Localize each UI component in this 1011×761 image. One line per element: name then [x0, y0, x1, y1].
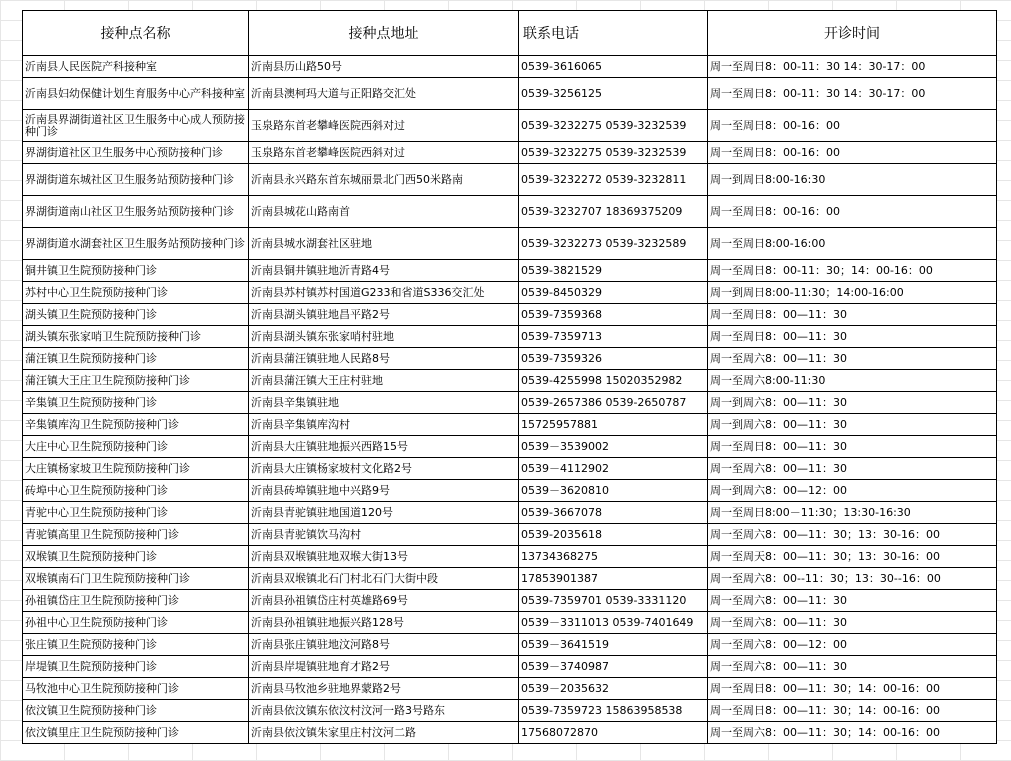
cell-phone[interactable]: 0539－3620810	[519, 480, 708, 502]
cell-hours[interactable]: 周一至周六8：00—12：00	[708, 634, 997, 656]
cell-site-name[interactable]: 界湖街道社区卫生服务中心预防接种门诊	[23, 142, 249, 164]
table-row	[23, 458, 997, 480]
cell-hours[interactable]: 周一到周日8:00-16:30	[708, 164, 997, 196]
table-row	[23, 612, 997, 634]
cell-hours[interactable]: 周一至周日8：00—11：30	[708, 304, 997, 326]
cell-hours[interactable]: 周一到周六8：00—12：00	[708, 480, 997, 502]
cell-address[interactable]: 沂南县孙祖镇岱庄村英雄路69号	[249, 590, 519, 612]
cell-address[interactable]: 沂南县铜井镇驻地沂青路4号	[249, 260, 519, 282]
cell-address[interactable]: 沂南县城花山路南首	[249, 196, 519, 228]
cell-address[interactable]: 玉泉路东首老攀峰医院西斜对过	[249, 110, 519, 142]
cell-site-name[interactable]: 沂南县人民医院产科接种室	[23, 56, 249, 78]
cell-site-name[interactable]: 双堠镇卫生院预防接种门诊	[23, 546, 249, 568]
cell-address[interactable]: 沂南县湖头镇驻地昌平路2号	[249, 304, 519, 326]
cell-phone[interactable]: 0539-3232273 0539-3232589	[519, 228, 708, 260]
cell-hours[interactable]: 周一至周日8：00-16：00	[708, 196, 997, 228]
vaccination-sites-table	[22, 10, 997, 744]
table-row	[23, 634, 997, 656]
cell-site-name[interactable]: 铜井镇卫生院预防接种门诊	[23, 260, 249, 282]
cell-phone[interactable]: 0539-2035618	[519, 524, 708, 546]
cell-address[interactable]: 沂南县砖埠镇驻地中兴路9号	[249, 480, 519, 502]
table-row	[23, 546, 997, 568]
cell-address[interactable]: 沂南县马牧池乡驻地界蒙路2号	[249, 678, 519, 700]
cell-phone[interactable]: 0539-7359326	[519, 348, 708, 370]
cell-phone[interactable]: 0539－3641519	[519, 634, 708, 656]
cell-phone[interactable]: 0539－3539002	[519, 436, 708, 458]
cell-phone[interactable]: 0539－4112902	[519, 458, 708, 480]
cell-address[interactable]: 沂南县大庄镇杨家坡村文化路2号	[249, 458, 519, 480]
cell-site-name[interactable]: 依汶镇卫生院预防接种门诊	[23, 700, 249, 722]
cell-address[interactable]: 沂南县历山路50号	[249, 56, 519, 78]
cell-address[interactable]: 沂南县大庄镇驻地振兴西路15号	[249, 436, 519, 458]
cell-hours[interactable]: 周一至周六8：00—11：30；14：00-16：00	[708, 722, 997, 744]
table-row	[23, 282, 997, 304]
cell-hours[interactable]: 周一至周六8：00—11：30；13：30-16：00	[708, 524, 997, 546]
cell-site-name[interactable]: 大庄镇杨家坡卫生院预防接种门诊	[23, 458, 249, 480]
table-row	[23, 656, 997, 678]
header-row	[23, 11, 997, 56]
cell-phone[interactable]: 0539-4255998 15020352982	[519, 370, 708, 392]
header-cell-phone[interactable]: 联系电话	[519, 11, 708, 56]
cell-site-name[interactable]: 蒲汪镇卫生院预防接种门诊	[23, 348, 249, 370]
cell-hours[interactable]: 周一至周六8：00—11：30	[708, 348, 997, 370]
cell-phone[interactable]: 0539-7359368	[519, 304, 708, 326]
cell-hours[interactable]: 周一至周日8：00-16：00	[708, 142, 997, 164]
cell-address[interactable]: 沂南县双堠镇驻地双堠大街13号	[249, 546, 519, 568]
cell-address[interactable]: 沂南县青驼镇驻地国道120号	[249, 502, 519, 524]
table-row	[23, 392, 997, 414]
cell-phone[interactable]: 0539-2657386 0539-2650787	[519, 392, 708, 414]
cell-phone[interactable]: 0539-3256125	[519, 78, 708, 110]
header-cell-address[interactable]: 接种点地址	[249, 11, 519, 56]
cell-hours[interactable]: 周一至周日8：00—11：30	[708, 436, 997, 458]
cell-phone[interactable]: 0539-3232275 0539-3232539	[519, 110, 708, 142]
cell-site-name[interactable]: 依汶镇里庄卫生院预防接种门诊	[23, 722, 249, 744]
cell-site-name[interactable]: 苏村中心卫生院预防接种门诊	[23, 282, 249, 304]
cell-site-name[interactable]: 砖埠中心卫生院预防接种门诊	[23, 480, 249, 502]
cell-phone[interactable]: 0539-3232275 0539-3232539	[519, 142, 708, 164]
cell-address[interactable]: 沂南县岸堤镇驻地育才路2号	[249, 656, 519, 678]
cell-site-name[interactable]: 界湖街道水湖套社区卫生服务站预防接种门诊	[23, 228, 249, 260]
cell-phone[interactable]: 0539－3740987	[519, 656, 708, 678]
table-row	[23, 164, 997, 196]
cell-phone[interactable]: 0539-3821529	[519, 260, 708, 282]
cell-phone[interactable]: 0539-3232272 0539-3232811	[519, 164, 708, 196]
cell-phone[interactable]: 13734368275	[519, 546, 708, 568]
cell-site-name[interactable]: 岸堤镇卫生院预防接种门诊	[23, 656, 249, 678]
cell-phone[interactable]: 0539-8450329	[519, 282, 708, 304]
table-row	[23, 228, 997, 260]
cell-phone[interactable]: 0539-3616065	[519, 56, 708, 78]
cell-address[interactable]: 沂南县永兴路东首东城丽景北门西50米路南	[249, 164, 519, 196]
table-row	[23, 196, 997, 228]
cell-hours[interactable]: 周一至周日8：00-11：30 14：30-17：00	[708, 78, 997, 110]
cell-address[interactable]: 沂南县依汶镇东依汶村汶河一路3号路东	[249, 700, 519, 722]
cell-site-name[interactable]: 孙祖镇岱庄卫生院预防接种门诊	[23, 590, 249, 612]
table-row	[23, 480, 997, 502]
table-row	[23, 142, 997, 164]
cell-hours[interactable]: 周一至周日8：00—11：30；14：00-16：00	[708, 700, 997, 722]
cell-address[interactable]: 沂南县辛集镇驻地	[249, 392, 519, 414]
cell-address[interactable]: 玉泉路东首老攀峰医院西斜对过	[249, 142, 519, 164]
table-row	[23, 590, 997, 612]
table-row	[23, 502, 997, 524]
cell-phone[interactable]: 0539-3667078	[519, 502, 708, 524]
cell-hours[interactable]: 周一至周六8：00—11：30	[708, 590, 997, 612]
table-row	[23, 304, 997, 326]
cell-address[interactable]: 沂南县双堠镇北石门村北石门大街中段	[249, 568, 519, 590]
table-row	[23, 370, 997, 392]
cell-site-name[interactable]: 张庄镇卫生院预防接种门诊	[23, 634, 249, 656]
table-row	[23, 414, 997, 436]
cell-site-name[interactable]: 界湖街道南山社区卫生服务站预防接种门诊	[23, 196, 249, 228]
header-cell-hours[interactable]: 开诊时间	[708, 11, 997, 56]
cell-site-name[interactable]: 辛集镇库沟卫生院预防接种门诊	[23, 414, 249, 436]
table-row	[23, 110, 997, 142]
cell-address[interactable]: 沂南县澳柯玛大道与正阳路交汇处	[249, 78, 519, 110]
cell-site-name[interactable]: 沂南县妇幼保健计划生育服务中心产科接种室	[23, 78, 249, 110]
cell-hours[interactable]: 周一至周日8:00-16:00	[708, 228, 997, 260]
cell-hours[interactable]: 周一至周六8：00—11：30	[708, 458, 997, 480]
table-row	[23, 678, 997, 700]
cell-site-name[interactable]: 马牧池中心卫生院预防接种门诊	[23, 678, 249, 700]
cell-hours[interactable]: 周一到周六8：00—11：30	[708, 392, 997, 414]
cell-address[interactable]: 沂南县蒲汪镇大王庄村驻地	[249, 370, 519, 392]
cell-hours[interactable]: 周一至周六8：00—11：30	[708, 656, 997, 678]
cell-site-name[interactable]: 湖头镇卫生院预防接种门诊	[23, 304, 249, 326]
cell-address[interactable]: 沂南县苏村镇苏村国道G233和省道S336交汇处	[249, 282, 519, 304]
table-row	[23, 524, 997, 546]
cell-hours[interactable]: 周一至周六8：00—11：30	[708, 612, 997, 634]
cell-hours[interactable]: 周一至周日8：00-11：30 14：30-17：00	[708, 56, 997, 78]
cell-site-name[interactable]: 湖头镇东张家哨卫生院预防接种门诊	[23, 326, 249, 348]
cell-hours[interactable]: 周一至周六8：00--11：30；13：30--16：00	[708, 568, 997, 590]
cell-address[interactable]: 沂南县湖头镇东张家哨村驻地	[249, 326, 519, 348]
cell-address[interactable]: 沂南县青驼镇饮马沟村	[249, 524, 519, 546]
table-row	[23, 700, 997, 722]
cell-site-name[interactable]: 青驼中心卫生院预防接种门诊	[23, 502, 249, 524]
cell-phone[interactable]: 0539-7359701 0539-3331120	[519, 590, 708, 612]
table-row	[23, 436, 997, 458]
cell-phone[interactable]: 15725957881	[519, 414, 708, 436]
cell-hours[interactable]: 周一至周日8：00-16：00	[708, 110, 997, 142]
cell-address[interactable]: 沂南县依汶镇朱家里庄村汶河二路	[249, 722, 519, 744]
cell-address[interactable]: 沂南县辛集镇库沟村	[249, 414, 519, 436]
cell-site-name[interactable]: 界湖街道东城社区卫生服务站预防接种门诊	[23, 164, 249, 196]
table-row	[23, 78, 997, 110]
cell-site-name[interactable]: 蒲汪镇大王庄卫生院预防接种门诊	[23, 370, 249, 392]
cell-site-name[interactable]: 青驼镇高里卫生院预防接种门诊	[23, 524, 249, 546]
cell-phone[interactable]: 17568072870	[519, 722, 708, 744]
cell-address[interactable]: 沂南县张庄镇驻地汶河路8号	[249, 634, 519, 656]
table-row	[23, 56, 997, 78]
cell-hours[interactable]: 周一到周日8:00-11:30；14:00-16:00	[708, 282, 997, 304]
cell-site-name[interactable]: 沂南县界湖街道社区卫生服务中心成人预防接种门诊	[23, 110, 249, 142]
cell-phone[interactable]: 0539－3311013 0539-7401649	[519, 612, 708, 634]
cell-address[interactable]: 沂南县蒲汪镇驻地人民路8号	[249, 348, 519, 370]
table-row	[23, 260, 997, 282]
cell-hours[interactable]: 周一至周日8:00－11:30；13:30-16:30	[708, 502, 997, 524]
cell-phone[interactable]: 0539－2035632	[519, 678, 708, 700]
cell-hours[interactable]: 周一至周日8：00—11：30	[708, 326, 997, 348]
cell-phone[interactable]: 17853901387	[519, 568, 708, 590]
table-row	[23, 722, 997, 744]
cell-site-name[interactable]: 孙祖中心卫生院预防接种门诊	[23, 612, 249, 634]
cell-phone[interactable]: 0539-7359723 15863958538	[519, 700, 708, 722]
table-row	[23, 348, 997, 370]
cell-hours[interactable]: 周一至周日8：00—11：30；14：00-16：00	[708, 678, 997, 700]
cell-hours[interactable]: 周一至周六8:00-11:30	[708, 370, 997, 392]
header-cell-name[interactable]: 接种点名称	[23, 11, 249, 56]
cell-hours[interactable]: 周一到周六8：00—11：30	[708, 414, 997, 436]
cell-address[interactable]: 沂南县城水湖套社区驻地	[249, 228, 519, 260]
cell-phone[interactable]: 0539-7359713	[519, 326, 708, 348]
table-row	[23, 568, 997, 590]
cell-hours[interactable]: 周一至周天8：00—11：30；13：30-16：00	[708, 546, 997, 568]
cell-site-name[interactable]: 辛集镇卫生院预防接种门诊	[23, 392, 249, 414]
table-row	[23, 326, 997, 348]
cell-site-name[interactable]: 大庄中心卫生院预防接种门诊	[23, 436, 249, 458]
cell-site-name[interactable]: 双堠镇南石门卫生院预防接种门诊	[23, 568, 249, 590]
cell-phone[interactable]: 0539-3232707 18369375209	[519, 196, 708, 228]
cell-hours[interactable]: 周一至周日8：00-11：30；14：00-16：00	[708, 260, 997, 282]
cell-address[interactable]: 沂南县孙祖镇驻地振兴路128号	[249, 612, 519, 634]
